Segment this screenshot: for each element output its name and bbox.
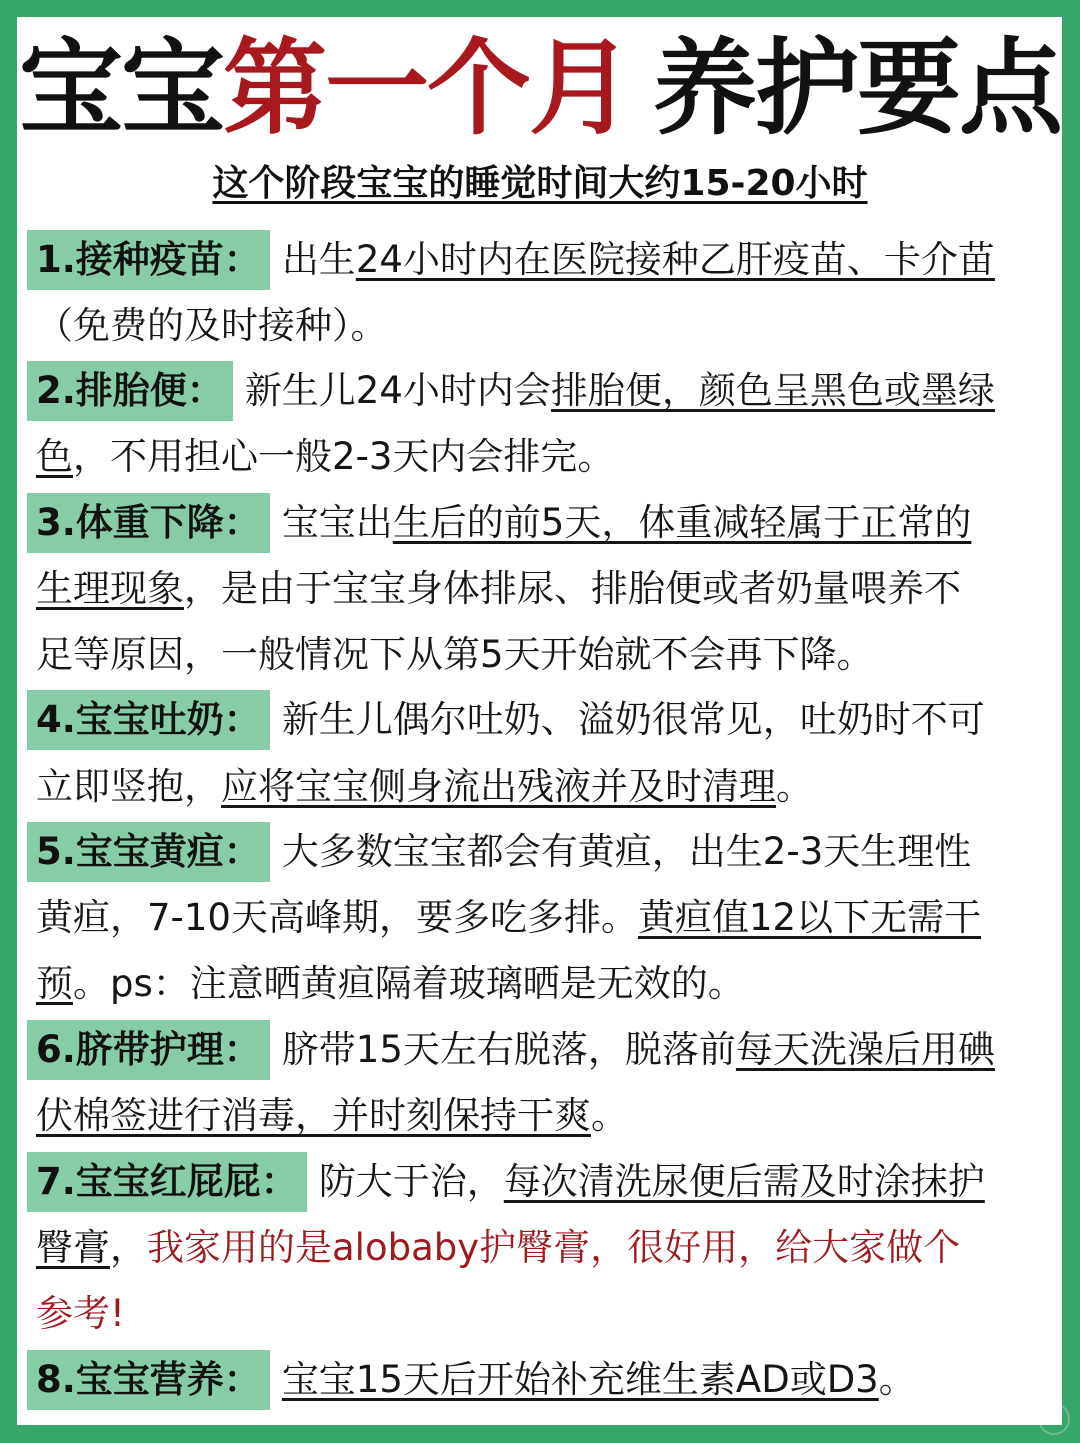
list-item-line xyxy=(36,1218,960,1278)
underlined-text: 预 xyxy=(36,962,73,1005)
subtitle-text: 这个阶段宝宝的睡觉时间大约15-20小时 xyxy=(212,163,868,204)
body-text: 。 xyxy=(878,1358,916,1401)
list-item-line xyxy=(27,690,985,750)
underlined-text: 生理现象 xyxy=(36,567,184,610)
body-text: 新生儿偶尔吐奶、溢奶很常见，吐奶时不可 xyxy=(281,698,985,741)
underlined-text: 臀膏 xyxy=(36,1226,110,1269)
underlined-text: 每次清洗尿便后需及时涂抹护 xyxy=(503,1160,985,1203)
body-text: 。 xyxy=(776,765,813,808)
list-item-line xyxy=(36,757,813,817)
list-item-line xyxy=(36,888,981,948)
body-text: 。 xyxy=(591,1094,628,1137)
list-item-line xyxy=(36,1284,125,1344)
list-item-line xyxy=(27,493,971,553)
body-text: 立即竖抱， xyxy=(36,765,221,808)
body-text: ， xyxy=(110,1226,147,1269)
underlined-text: 生后的前5天，体重减轻属于正常的 xyxy=(392,501,972,544)
underlined-text: 应将宝宝侧身流出残液并及时清理 xyxy=(221,765,776,808)
page-title xyxy=(0,28,1080,148)
body-text: 脐带15天左右脱落，脱落前 xyxy=(281,1028,736,1071)
list-item-line xyxy=(27,1152,985,1212)
list-item-line xyxy=(36,559,961,619)
title-part-1: 宝宝 xyxy=(18,26,223,149)
underlined-text: 伏棉签进行消毒，并时刻保持干爽 xyxy=(36,1094,591,1137)
item-label: 2.排胎便： xyxy=(27,361,233,421)
list-item-line xyxy=(36,1086,628,1146)
list-item-line xyxy=(36,625,874,685)
body-text: 新生儿24小时内会 xyxy=(244,369,551,412)
body-text: 防大于治， xyxy=(318,1160,504,1203)
list-item-line xyxy=(36,954,745,1014)
body-text: ，是由于宝宝身体排尿、排胎便或者奶量喂养不 xyxy=(184,567,961,610)
list-item-line xyxy=(36,427,614,487)
underlined-text: 每天洗澡后用碘 xyxy=(735,1028,995,1071)
body-text: 。ps：注意晒黄疸隔着玻璃晒是无效的。 xyxy=(73,962,745,1005)
item-label: 3.体重下降： xyxy=(27,493,270,553)
item-label: 7.宝宝红屁屁： xyxy=(27,1152,307,1212)
body-text: 足等原因，一般情况下从第5天开始就不会再下降。 xyxy=(36,633,874,676)
list-item-line xyxy=(27,822,971,882)
item-label: 1.接种疫苗： xyxy=(27,230,270,290)
underlined-text: 黄疸值12以下无需干 xyxy=(637,896,982,939)
body-text: 出生 xyxy=(281,238,356,281)
body-text: 大多数宝宝都会有黄疸，出生2-3天生理性 xyxy=(281,830,972,873)
underlined-text: 色 xyxy=(36,435,73,478)
item-label: 5.宝宝黄疸： xyxy=(27,822,270,882)
title-part-3: 养护要点 xyxy=(653,26,1062,149)
title-part-2-red: 第一个月 xyxy=(222,26,631,149)
list-item-line xyxy=(27,361,995,421)
list-item-line xyxy=(27,230,995,290)
body-text: （免费的及时接种）。 xyxy=(36,304,388,347)
body-text: 宝宝出 xyxy=(281,501,393,544)
underlined-text: 24小时内在医院接种乙肝疫苗、卡介苗 xyxy=(355,238,995,281)
list-item-line xyxy=(27,1020,995,1080)
highlight-red-text: 我家用的是alobaby护臀膏，很好用，给大家做个 xyxy=(147,1226,961,1269)
underlined-text: 宝宝15天后开始补充维生素AD或D3 xyxy=(281,1358,879,1401)
underlined-text: 排胎便，颜色呈黑色或墨绿 xyxy=(550,369,995,412)
item-label: 8.宝宝营养： xyxy=(27,1350,270,1410)
item-label: 4.宝宝吐奶： xyxy=(27,690,270,750)
body-text: ，不用担心一般2-3天内会排完。 xyxy=(73,435,615,478)
watermark-icon xyxy=(1038,1403,1070,1435)
highlight-red-text: 参考! xyxy=(36,1292,125,1335)
subtitle xyxy=(0,160,1080,208)
item-label: 6.脐带护理： xyxy=(27,1020,270,1080)
list-item-line xyxy=(27,1350,916,1410)
list-item-line xyxy=(36,296,388,356)
body-text: 黄疸，7-10天高峰期，要多吃多排。 xyxy=(36,896,638,939)
